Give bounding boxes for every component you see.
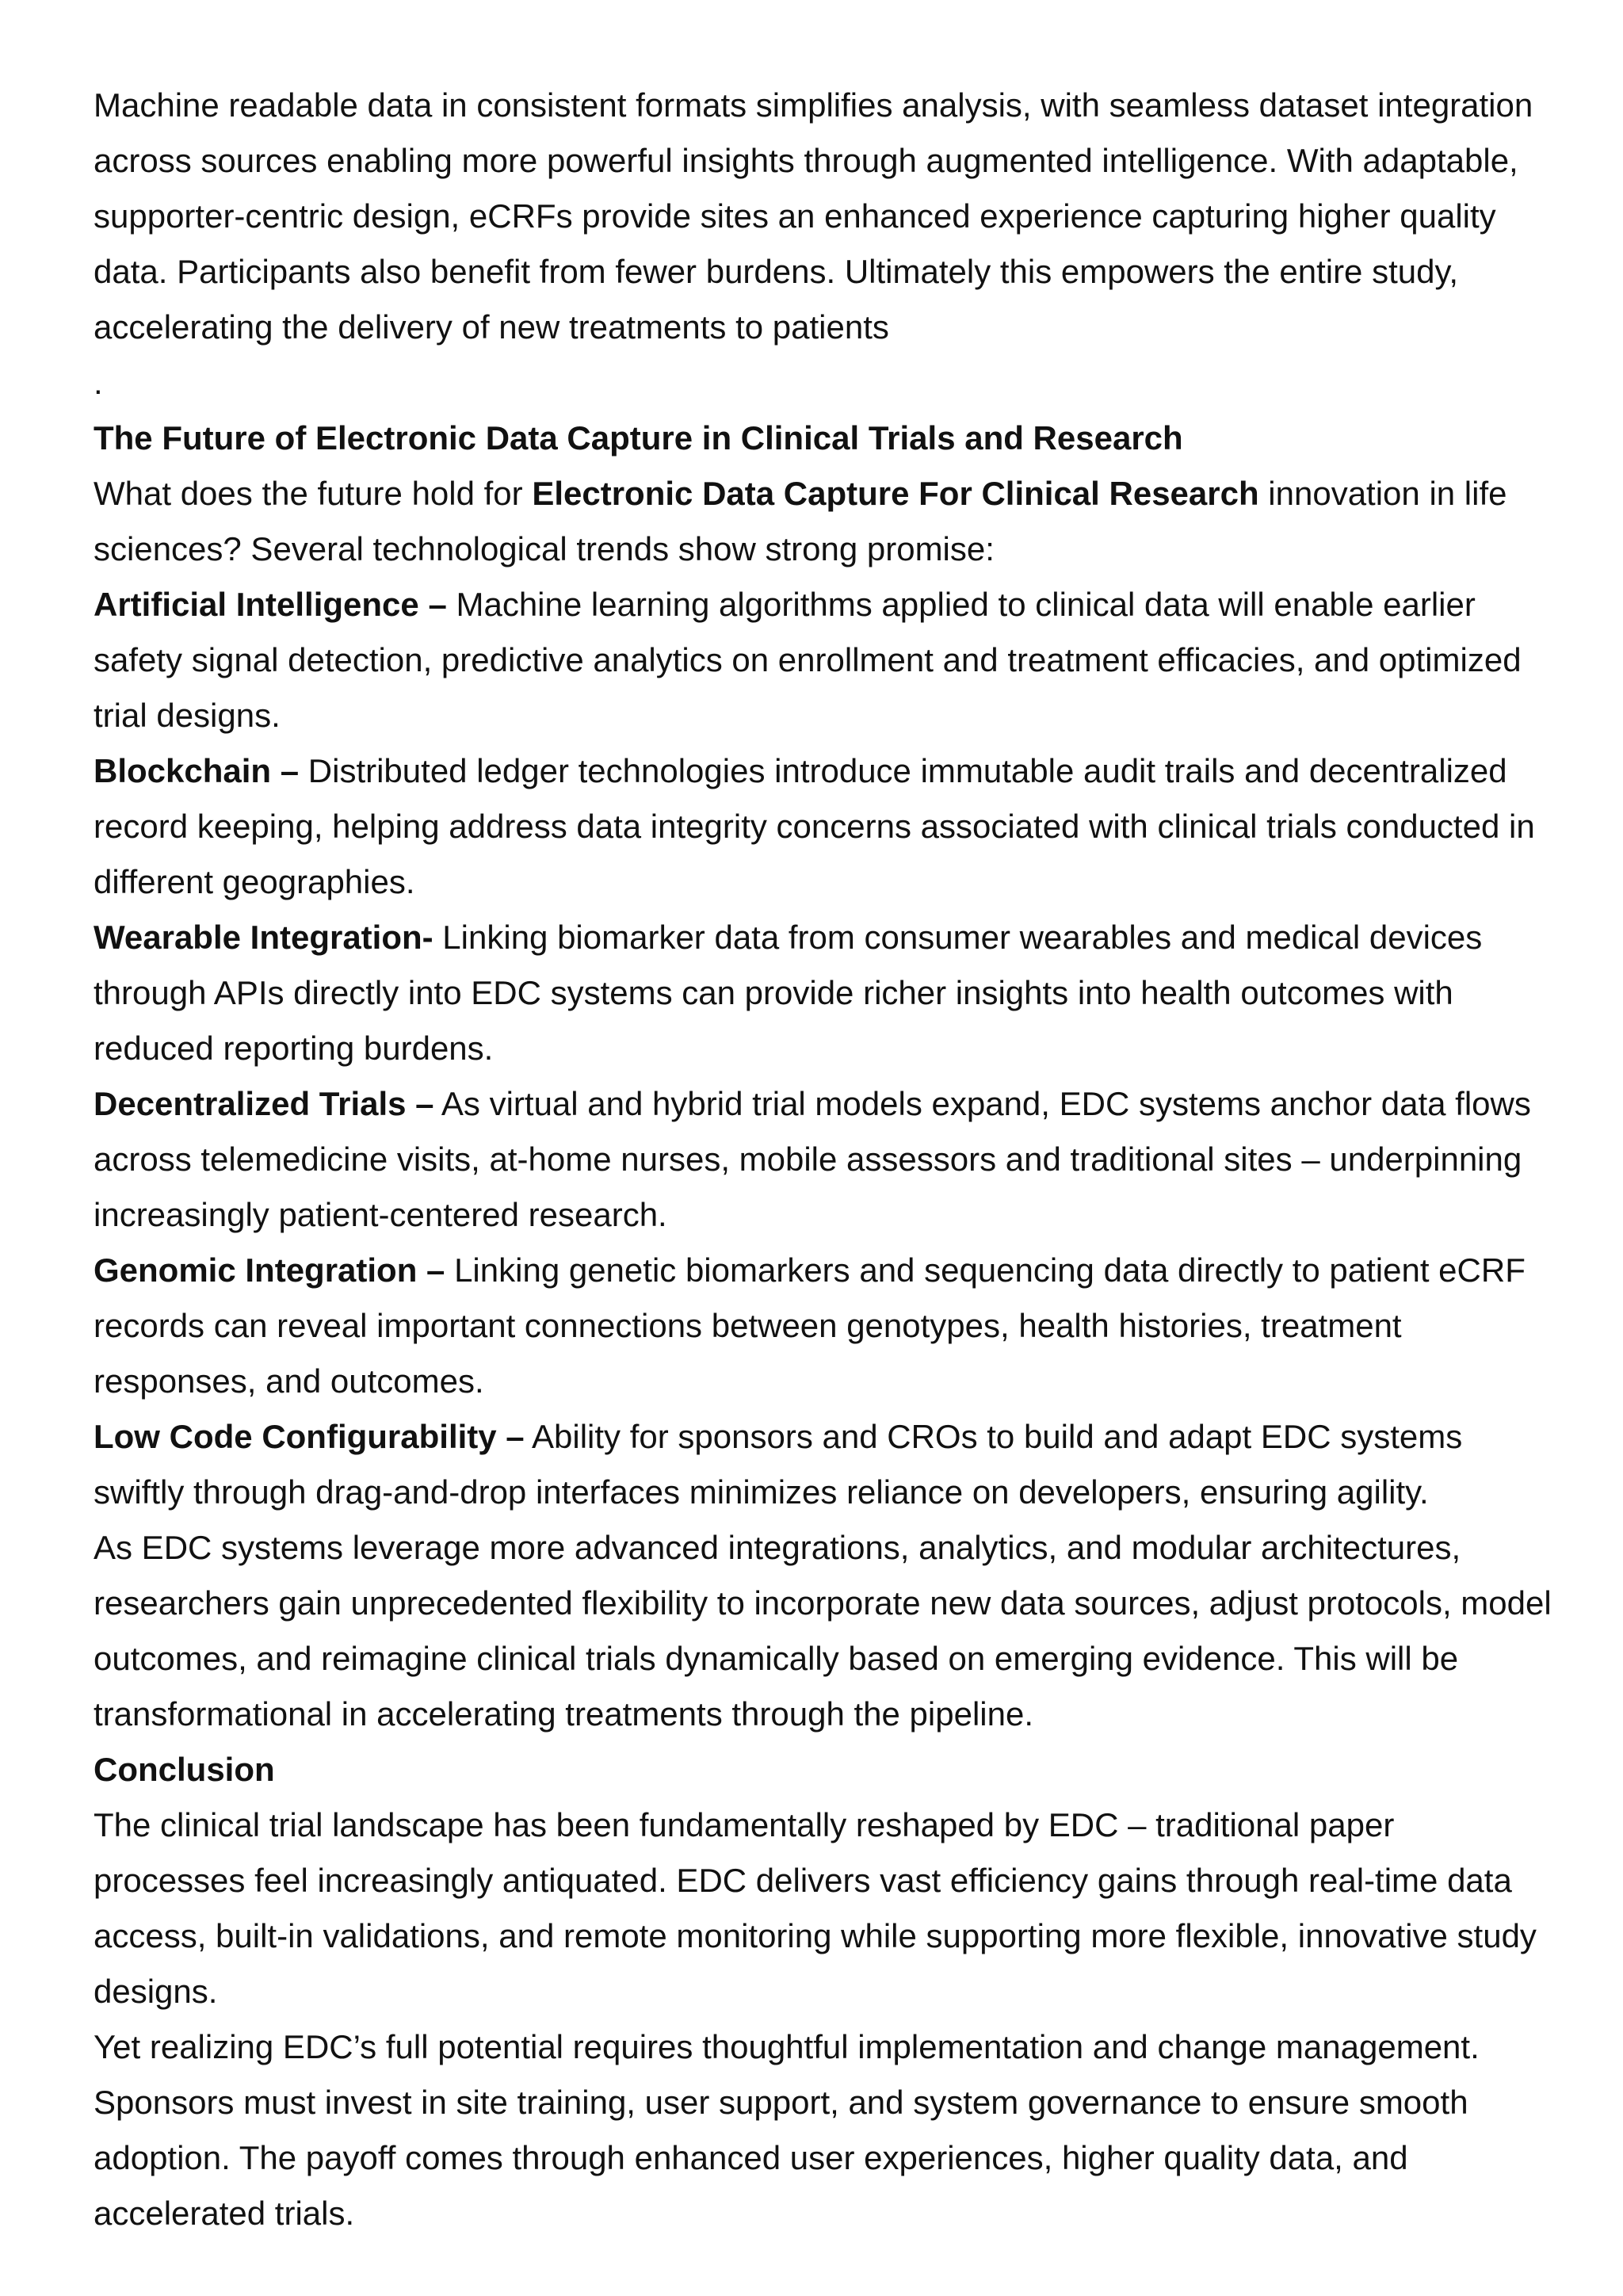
trend-item-wearable [94, 910, 1552, 1076]
trend-text: Linking biomarker data from consumer wearables and medical devices through APIs directly into EDC systems can provide richer insights into health outcomes with reduced reporting burdens. [94, 919, 1483, 1067]
future-intro-bold: Electronic Data Capture For Clinical Research [532, 475, 1259, 512]
stray-dot: . [94, 364, 103, 401]
trend-term: Genomic Integration – [94, 1251, 445, 1289]
future-closing: As EDC systems leverage more advanced integrations, analytics, and modular architectures, researchers gain unprecedented flexibility to incorporate new data sources, adjust protocols, model outcomes, and reimagine clinical trials dynamically based on emerging evidence. This will be transformational in accelerating treatments through the pipeline. [94, 1529, 1552, 1733]
intro-paragraph: Machine readable data in consistent formats simplifies analysis, with seamless dataset integration across sources enabling more powerful insights through augmented intelligence. With adaptable, supporter-centric design, eCRFs provide sites an enhanced experience capturing higher quality data. Participants also benefit from fewer burdens. Ultimately this empowers the entire study, accelerating the delivery of new treatments to patients [94, 86, 1533, 346]
future-intro-before: What does the future hold for [94, 475, 533, 512]
trend-item-ai [94, 577, 1552, 743]
trend-item-lowcode [94, 1409, 1552, 1520]
trend-item-genomic [94, 1243, 1552, 1409]
trend-term: Decentralized Trials – [94, 1085, 434, 1122]
future-intro-after: innovation in life sciences? Several technological trends show strong promise: [94, 475, 1507, 567]
future-intro [94, 466, 1552, 577]
conclusion-paragraph-2: Yet realizing EDC’s full potential requires thoughtful implementation and change management. Sponsors must invest in site training, user support, and system governance to ensure smooth adoption. The payoff comes through enhanced user experiences, higher quality data, and accelerated trials. [94, 2028, 1480, 2232]
conclusion-heading: Conclusion [94, 1751, 275, 1788]
future-heading: The Future of Electronic Data Capture in Clinical Trials and Research [94, 419, 1183, 457]
trend-term: Wearable Integration- [94, 919, 433, 956]
trend-item-blockchain [94, 743, 1552, 910]
trend-term: Blockchain – [94, 752, 300, 789]
trend-text: Distributed ledger technologies introduce immutable audit trails and decentralized record keeping, helping address data integrity concerns associated with clinical trials conducted in different geographies. [94, 752, 1535, 900]
trend-text: As virtual and hybrid trial models expand, EDC systems anchor data flows across telemedicine visits, at-home nurses, mobile assessors and traditional sites – underpinning increasingly patient-centered research. [94, 1085, 1531, 1233]
trend-text: Machine learning algorithms applied to clinical data will enable earlier safety signal detection, predictive analytics on enrollment and treatment efficacies, and optimized trial designs. [94, 586, 1522, 734]
document-page [94, 78, 1552, 2241]
trend-term: Low Code Configurability – [94, 1418, 525, 1455]
conclusion-paragraph-1: The clinical trial landscape has been fundamentally reshaped by EDC – traditional paper processes feel increasingly antiquated. EDC delivers vast efficiency gains through real-time data access, built-in validations, and remote monitoring while supporting more flexible, innovative study designs. [94, 1806, 1537, 2010]
trend-text: Linking genetic biomarkers and sequencing data directly to patient eCRF records can reveal important connections between genotypes, health histories, treatment responses, and outcomes. [94, 1251, 1526, 1400]
trend-term: Artificial Intelligence – [94, 586, 447, 623]
trend-item-decentralized [94, 1076, 1552, 1243]
trend-text: Ability for sponsors and CROs to build and adapt EDC systems swiftly through drag-and-drop interfaces minimizes reliance on developers, ensuring agility. [94, 1418, 1463, 1511]
